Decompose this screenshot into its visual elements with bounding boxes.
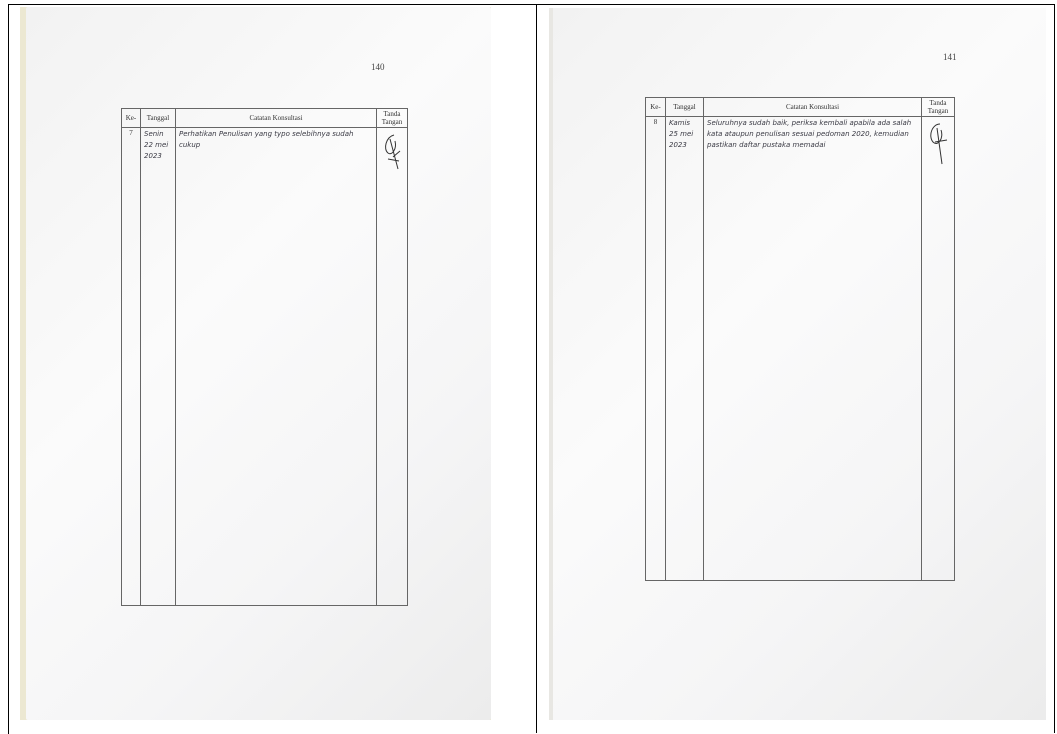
header-ke: Ke- [646, 98, 666, 117]
table-row [646, 117, 955, 581]
header-catatan: Catatan Konsultasi [704, 98, 922, 117]
consultation-table [121, 108, 408, 606]
header-catatan: Catatan Konsultasi [176, 109, 377, 128]
paper-sheet [553, 8, 1046, 720]
page-number: 140 [371, 62, 385, 72]
signature-cell [377, 128, 408, 606]
page-photo-left [20, 7, 491, 720]
table-row [122, 128, 408, 606]
entry-note: Seluruhnya sudah baik, periksa kembali apabila ada salah kata ataupun penulisan sesuai pedoman 2020, kemudian pastikan daftar pustaka memadai [704, 117, 922, 581]
header-tanggal: Tanggal [666, 98, 704, 117]
entry-number: 8 [646, 117, 666, 581]
header-tanda-tangan: Tanda Tangan [377, 109, 408, 128]
page-photo-right [549, 8, 1046, 720]
right-border [1054, 4, 1055, 733]
column-divider [536, 4, 537, 733]
entry-note: Perhatikan Penulisan yang typo selebihnya sudah cukup [176, 128, 377, 606]
signature-cell [922, 117, 955, 581]
page-number: 141 [943, 52, 957, 62]
signature-icon [380, 129, 404, 173]
entry-number: 7 [122, 128, 141, 606]
header-tanggal: Tanggal [141, 109, 176, 128]
paper-sheet [26, 7, 491, 720]
header-ke: Ke- [122, 109, 141, 128]
signature-icon [925, 118, 951, 168]
entry-date: Senin 22 mei 2023 [141, 128, 176, 606]
consultation-table [645, 97, 955, 581]
header-tanda-tangan: Tanda Tangan [922, 98, 955, 117]
entry-date: Kamis 25 mei 2023 [666, 117, 704, 581]
